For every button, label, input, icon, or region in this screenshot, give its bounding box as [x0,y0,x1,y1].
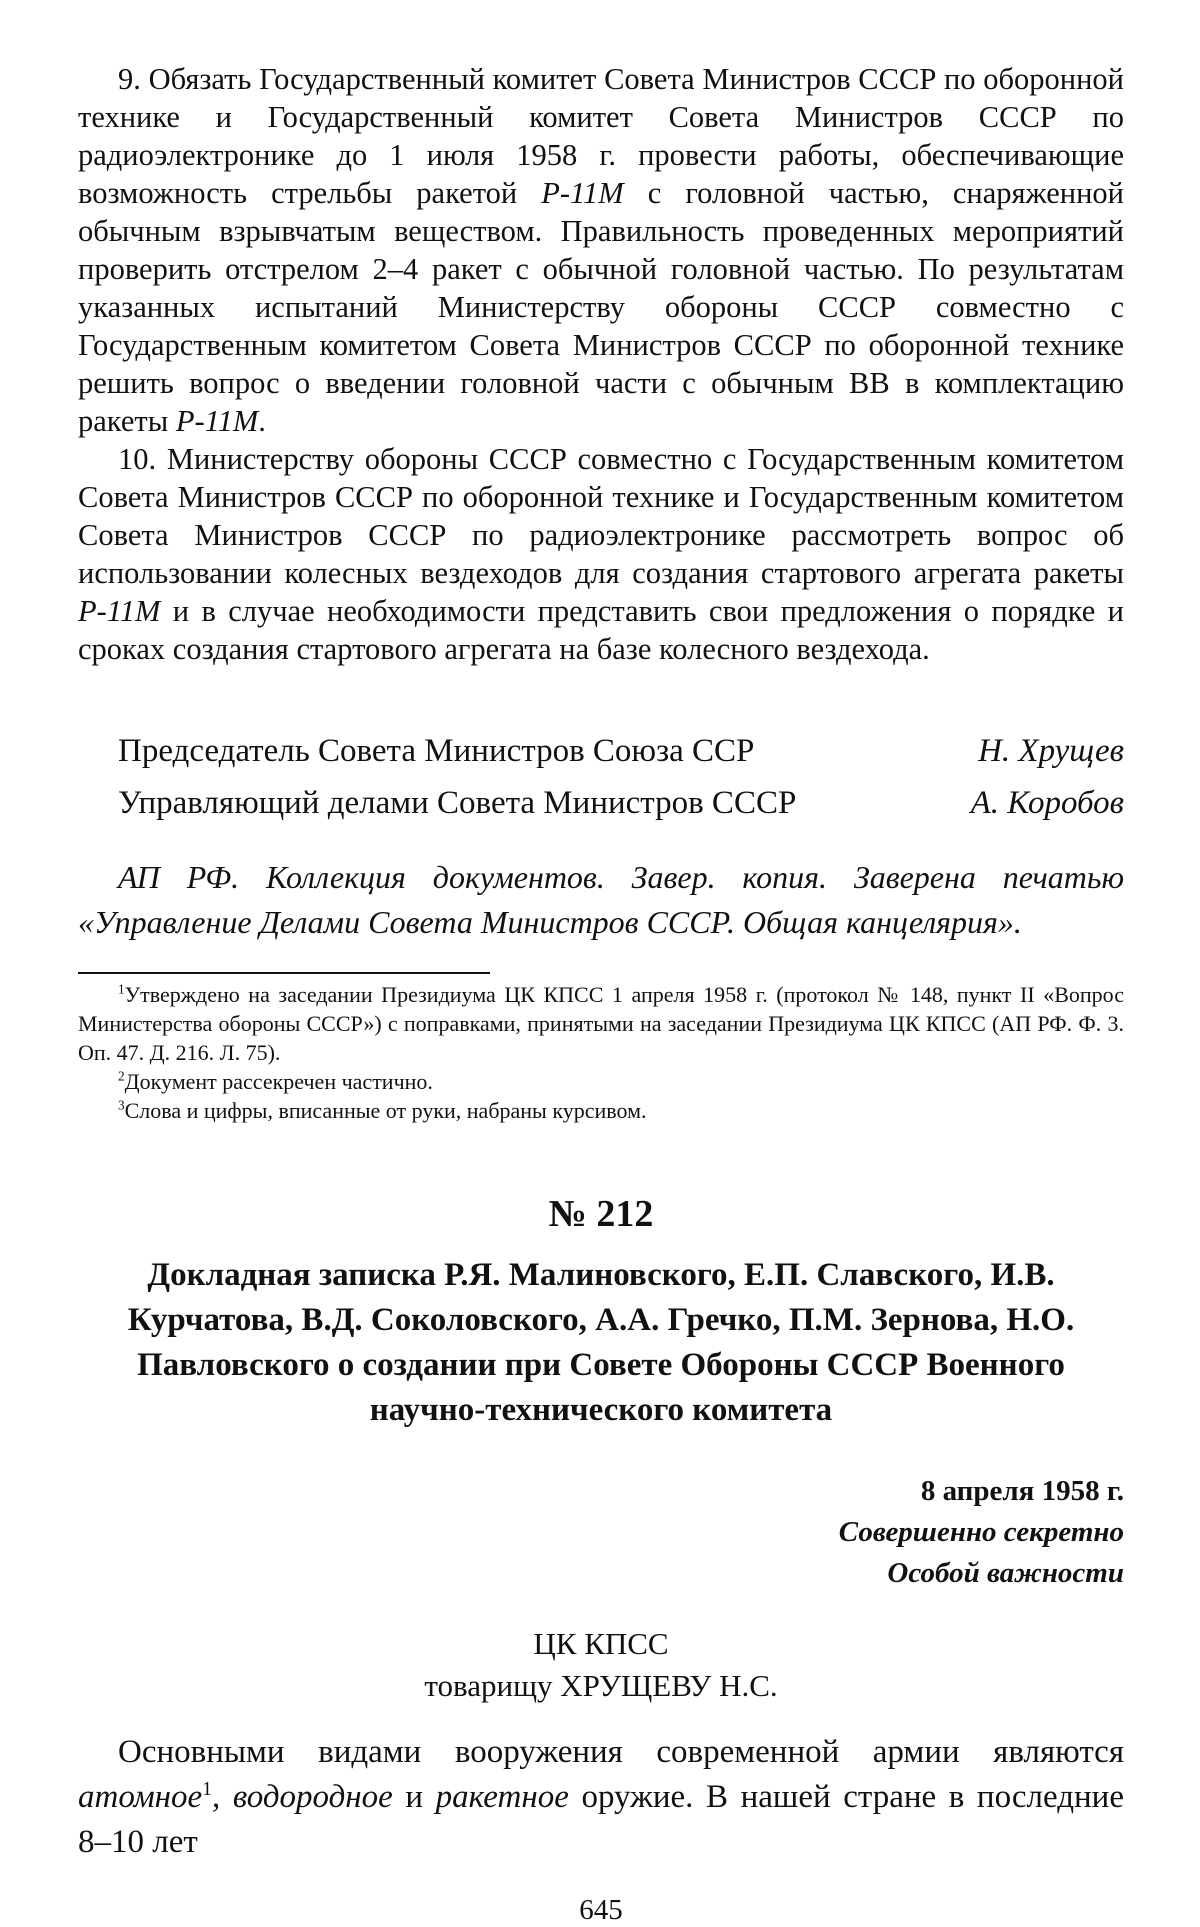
document-title: Докладная записка Р.Я. Малиновского, Е.П. Славского, И.В. Курчатова, В.Д. Соколовского, А.А. Гречко, П.М. Зернова, Н.О. Павловского о создании при Совете Обороны СССР Военного научно-технического комитета [127,1257,1075,1428]
emphasized-word: водородное [232,1779,393,1815]
classification-label: Совершенно секретно [838,1516,1124,1548]
page-number: 645 [579,1894,623,1926]
opening-paragraph [78,1730,1124,1865]
footnote-mark: 2 [118,1068,125,1084]
opening-text: и [392,1779,436,1815]
document-number: № 212 [548,1193,654,1235]
opening-text: оружие. В нашей стране в последние 8–10 лет [78,1779,1124,1860]
item9-text-3: . [258,404,266,438]
document-meta [839,1471,1124,1594]
item10-text-1: 10. Министерству обороны СССР совместно с Государственным комитетом Совета Министров СССР по оборонной технике и Государственным комитетом Совета Министров СССР по радиоэлектронике рассмотреть вопрос об использовании колесных вездеходов для создания стартового агрегата ракеты [78,442,1124,590]
item10-text-2: и в случае необходимости представить свои предложения о порядке и сроках создания стартового агрегата на базе колесного вездехода. [78,594,1124,666]
footnotes [78,980,1124,1125]
footnote-mark: 1 [118,981,125,997]
footnote-text: Утверждено на заседании Президиума ЦК КПСС 1 апреля 1958 г. (протокол № 148, пункт II «Вопрос Министерства обороны СССР») с поправками, принятыми на заседании Президиума ЦК КПСС (АП РФ. Ф. 3. Оп. 47. Д. 216. Л. 75). [78,982,1124,1065]
signature-block [118,725,1124,829]
footnote [78,1067,1124,1096]
opening-text: , [212,1779,233,1815]
signatory-name: А. Коробов [970,785,1124,821]
archive-note: АП РФ. Коллекция документов. Завер. копия. Заверена печатью «Управление Делами Совета Министров СССР. Общая канцелярия». [78,859,1124,940]
addressee [78,1623,1124,1707]
rocket-designation: Р-11М [175,404,259,438]
emphasized-word: ракетное [435,1779,569,1815]
addressee-organization: ЦК КПСС [533,1626,669,1661]
item9-text-2: с головной частью, снаряженной обычным взрывчатым веществом. Правильность проведенных мероприятий проверить отстрелом 2–4 ракет с обычной головной частью. По результатам указанных испытаний Министерству обороны СССР совместно с Государственным комитетом Совета Министров СССР по оборонной технике решить вопрос о введении головной части с обычным ВВ в комплектацию ракеты [78,176,1124,438]
document-date: 8 апреля 1958 г. [920,1475,1124,1507]
rocket-designation: Р-11М [78,594,161,628]
footnote [78,980,1124,1067]
signatory-title: Управляющий делами Совета Министров СССР [118,785,797,821]
footnote-divider [78,972,490,974]
item9-text-1: 9. Обязать Государственный комитет Совета Министров СССР по оборонной технике и Государственный комитет Совета Министров СССР по радиоэлектронике до 1 июля 1958 г. провести работы, обеспечивающие возможность стрельбы ракетой [78,62,1124,210]
footnote-mark: 3 [118,1097,125,1113]
footnote [78,1096,1124,1125]
paragraph-item-9 [78,60,1124,440]
rocket-designation: Р-11М [541,176,624,210]
signatory-name: Н. Хрущев [978,733,1124,769]
emphasized-word: атомное [78,1779,203,1815]
signatory-title: Председатель Совета Министров Союза ССР [118,733,755,769]
footnote-text: Документ рассекречен частично. [124,1069,433,1094]
addressee-person: товарищу ХРУЩЕВУ Н.С. [424,1668,778,1703]
signature-row [118,725,1124,777]
opening-text: Основными видами вооружения современной армии являются [118,1734,1124,1770]
footnote-text: Слова и цифры, вписанные от руки, набраны курсивом. [124,1098,647,1123]
signature-row [118,777,1124,829]
classification-label: Особой важности [887,1557,1124,1589]
document-page [78,60,1124,1926]
paragraph-item-10 [78,440,1124,668]
footnote-mark: 1 [202,1778,213,1800]
